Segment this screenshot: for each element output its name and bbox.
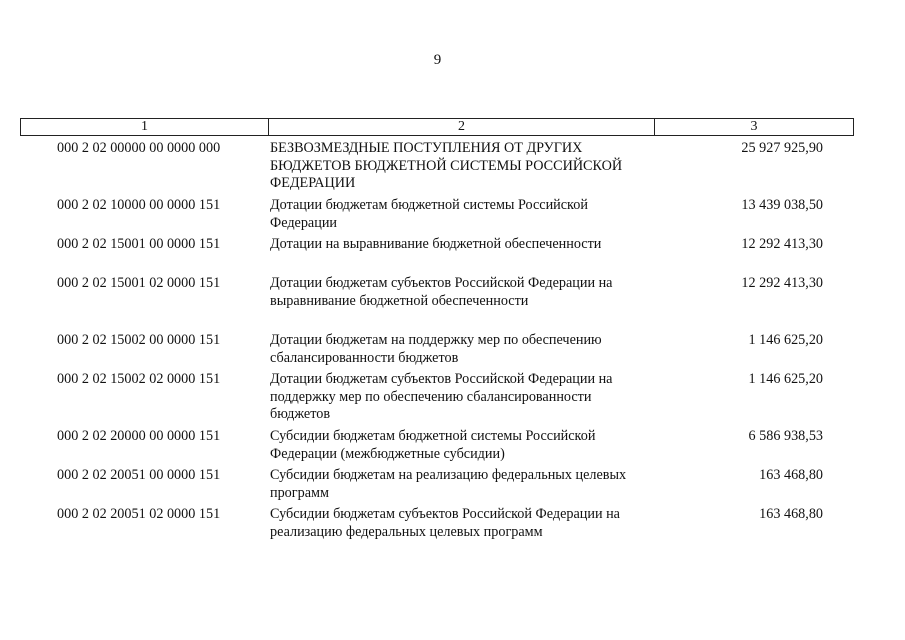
row-amount: 1 146 625,20 bbox=[748, 332, 823, 348]
row-code: 000 2 02 20000 00 0000 151 bbox=[57, 428, 221, 444]
row-code: 000 2 02 15001 00 0000 151 bbox=[57, 236, 221, 252]
header-col-1: 1 bbox=[21, 119, 269, 135]
row-description bbox=[270, 506, 655, 541]
row-amount: 163 468,80 bbox=[759, 467, 823, 483]
row-description-line: БЮДЖЕТОВ БЮДЖЕТНОЙ СИСТЕМЫ РОССИЙСКОЙ bbox=[270, 157, 623, 174]
row-description bbox=[270, 197, 655, 232]
row-description-line: бюджетов bbox=[270, 406, 331, 422]
row-description bbox=[270, 140, 655, 193]
row-amount: 12 292 413,30 bbox=[741, 236, 823, 252]
row-code: 000 2 02 20051 00 0000 151 bbox=[57, 467, 221, 483]
row-description-line: Федерации (межбюджетные субсидии) bbox=[270, 445, 505, 462]
row-amount: 25 927 925,90 bbox=[741, 140, 823, 156]
table-header bbox=[20, 118, 854, 136]
row-code: 000 2 02 20051 02 0000 151 bbox=[57, 506, 221, 522]
row-amount: 6 586 938,53 bbox=[748, 428, 823, 444]
row-description-line: Дотации на выравнивание бюджетной обеспеченности bbox=[270, 236, 602, 252]
row-description-line: выравнивание бюджетной обеспеченности bbox=[270, 292, 529, 309]
row-description bbox=[270, 428, 655, 463]
row-code: 000 2 02 15002 00 0000 151 bbox=[57, 332, 221, 348]
header-col-3: 3 bbox=[750, 119, 758, 134]
row-description-line: сбалансированности бюджетов bbox=[270, 349, 459, 366]
row-description-line: Субсидии бюджетам на реализацию федеральных целевых bbox=[270, 467, 627, 483]
row-description bbox=[270, 332, 655, 367]
row-description-line: реализацию федеральных целевых программ bbox=[270, 523, 543, 540]
row-amount: 12 292 413,30 bbox=[741, 275, 823, 291]
row-description bbox=[270, 467, 655, 502]
row-code: 000 2 02 15001 02 0000 151 bbox=[57, 275, 221, 291]
row-description-line: Субсидии бюджетам бюджетной системы Российской bbox=[270, 428, 596, 444]
row-description-line: ФЕДЕРАЦИИ bbox=[270, 175, 356, 191]
row-description-line: Дотации бюджетам бюджетной системы Российской bbox=[270, 197, 588, 213]
row-code: 000 2 02 15002 02 0000 151 bbox=[57, 371, 221, 387]
row-description-line: БЕЗВОЗМЕЗДНЫЕ ПОСТУПЛЕНИЯ ОТ ДРУГИХ bbox=[270, 140, 583, 156]
row-description-line: Дотации бюджетам субъектов Российской Федерации на bbox=[270, 275, 613, 291]
row-description-line: Дотации бюджетам на поддержку мер по обеспечению bbox=[270, 332, 602, 348]
header-col-2: 2 bbox=[269, 119, 655, 135]
row-description bbox=[270, 371, 655, 424]
row-amount: 1 146 625,20 bbox=[748, 371, 823, 387]
row-description bbox=[270, 236, 655, 254]
row-amount: 13 439 038,50 bbox=[741, 197, 823, 213]
row-description bbox=[270, 275, 655, 310]
row-description-line: Субсидии бюджетам субъектов Российской Федерации на bbox=[270, 506, 620, 522]
page-number: 9 bbox=[433, 52, 442, 68]
row-description-line: Федерации bbox=[270, 214, 338, 231]
row-code: 000 2 02 00000 00 0000 000 bbox=[57, 140, 221, 156]
row-description-line: программ bbox=[270, 484, 329, 501]
row-description-line: поддержку мер по обеспечению сбалансированности bbox=[270, 388, 592, 405]
row-amount: 163 468,80 bbox=[759, 506, 823, 522]
row-code: 000 2 02 10000 00 0000 151 bbox=[57, 197, 221, 213]
row-description-line: Дотации бюджетам субъектов Российской Федерации на bbox=[270, 371, 613, 387]
